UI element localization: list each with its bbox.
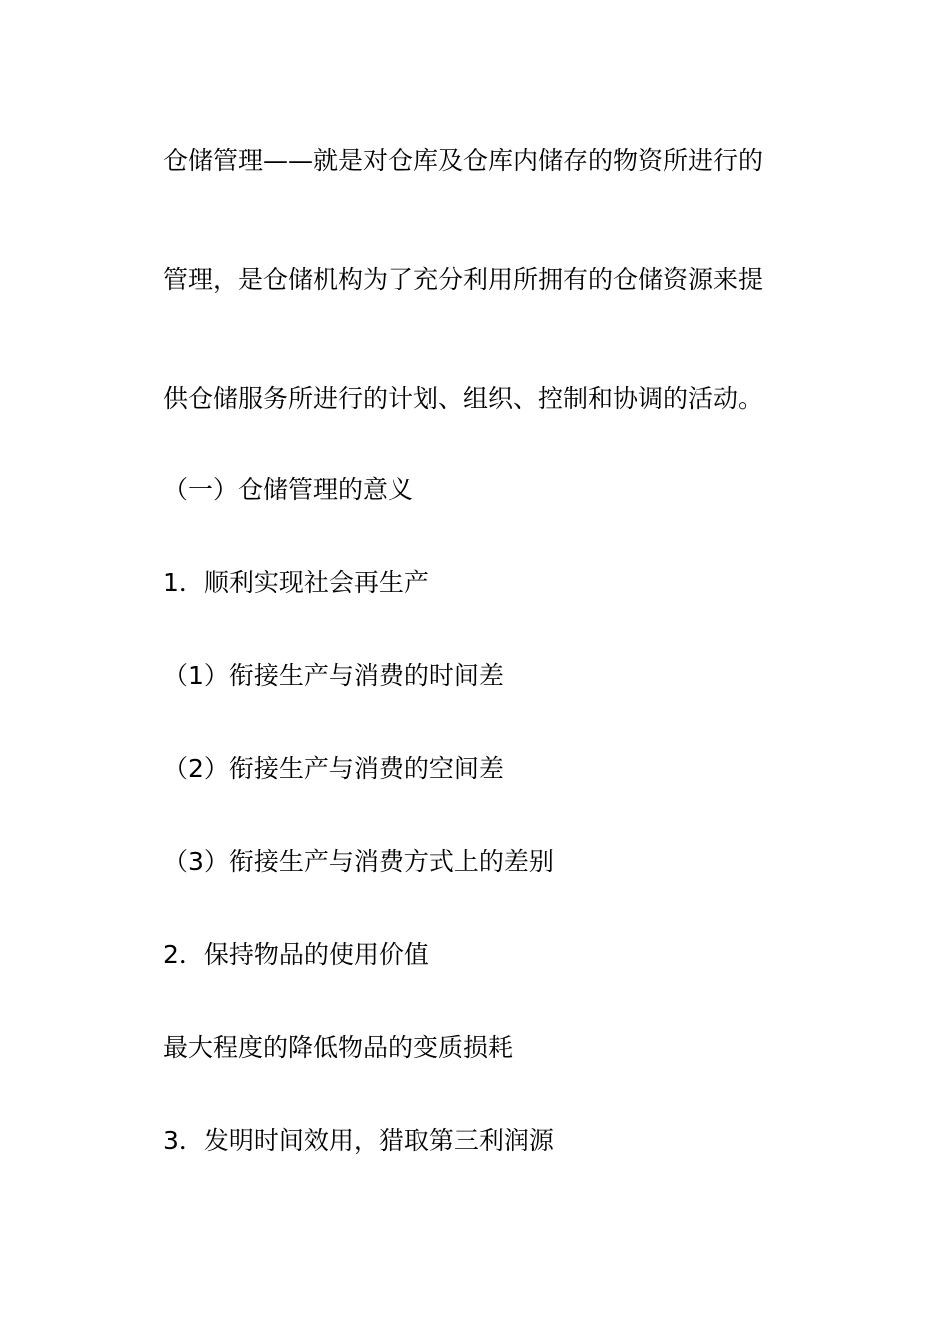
list-item-2: 2．保持物品的使用价值 (163, 940, 429, 969)
definition-line-1: 仓储管理——就是对仓库及仓库内储存的物资所进行的 (163, 146, 764, 175)
list-item-3: 3．发明时间效用，猎取第三利润源 (163, 1126, 554, 1155)
definition-line-3: 供仓储服务所进行的计划、组织、控制和协调的活动。 (163, 384, 764, 413)
definition-line-2: 管理，是仓储机构为了充分利用所拥有的仓储资源来提 (163, 265, 764, 294)
sub-item-1: （1）衔接生产与消费的时间差 (163, 661, 504, 690)
list-item-1: 1．顺利实现社会再生产 (163, 568, 429, 597)
sub-item-2: （2）衔接生产与消费的空间差 (163, 754, 504, 783)
sub-item-3: （3）衔接生产与消费方式上的差别 (163, 847, 554, 876)
list-item-2-detail: 最大程度的降低物品的变质损耗 (163, 1033, 514, 1062)
section-heading: （一）仓储管理的意义 (163, 475, 414, 504)
